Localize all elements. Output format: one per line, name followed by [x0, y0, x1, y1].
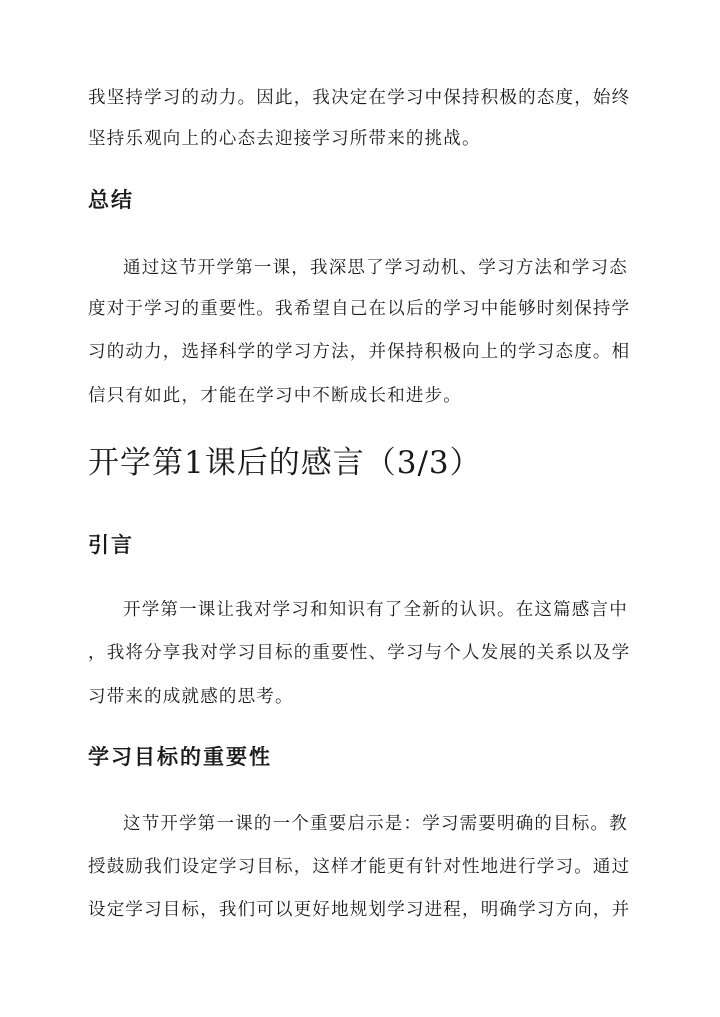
- paragraph-line: ，我将分享我对学习目标的重要性、学习与个人发展的关系以及学: [88, 643, 631, 663]
- paragraph-line: 这节开学第一课的一个重要启示是：学习需要明确的目标。教: [123, 814, 628, 834]
- paragraph-line: 我坚持学习的动力。因此，我决定在学习中保持积极的态度，始终: [88, 88, 631, 108]
- paragraph-line: 信只有如此，才能在学习中不断成长和进步。: [88, 386, 462, 406]
- section-heading-goals: 学习目标的重要性: [88, 744, 272, 769]
- paragraph-line: 开学第一课让我对学习和知识有了全新的认识。在这篇感言中: [123, 600, 628, 620]
- section-heading-intro: 引言: [88, 532, 134, 557]
- paragraph-line: 习的动力，选择科学的学习方法，并保持积极向上的学习态度。相: [88, 342, 631, 362]
- paragraph-line: 设定学习目标，我们可以更好地规划学习进程，明确学习方向，并: [88, 900, 631, 920]
- paragraph-line: 通过这节开学第一课，我深思了学习动机、学习方法和学习态: [123, 258, 628, 278]
- paragraph-line: 坚持乐观向上的心态去迎接学习所带来的挑战。: [88, 129, 481, 149]
- page-title: 开学第1课后的感言（3/3）: [88, 445, 482, 481]
- paragraph-line: 习带来的成就感的思考。: [88, 687, 294, 707]
- paragraph-line: 授鼓励我们设定学习目标，这样才能更有针对性地进行学习。通过: [88, 857, 631, 877]
- paragraph-line: 度对于学习的重要性。我希望自己在以后的学习中能够时刻保持学: [88, 299, 631, 319]
- section-heading-summary: 总结: [88, 187, 134, 212]
